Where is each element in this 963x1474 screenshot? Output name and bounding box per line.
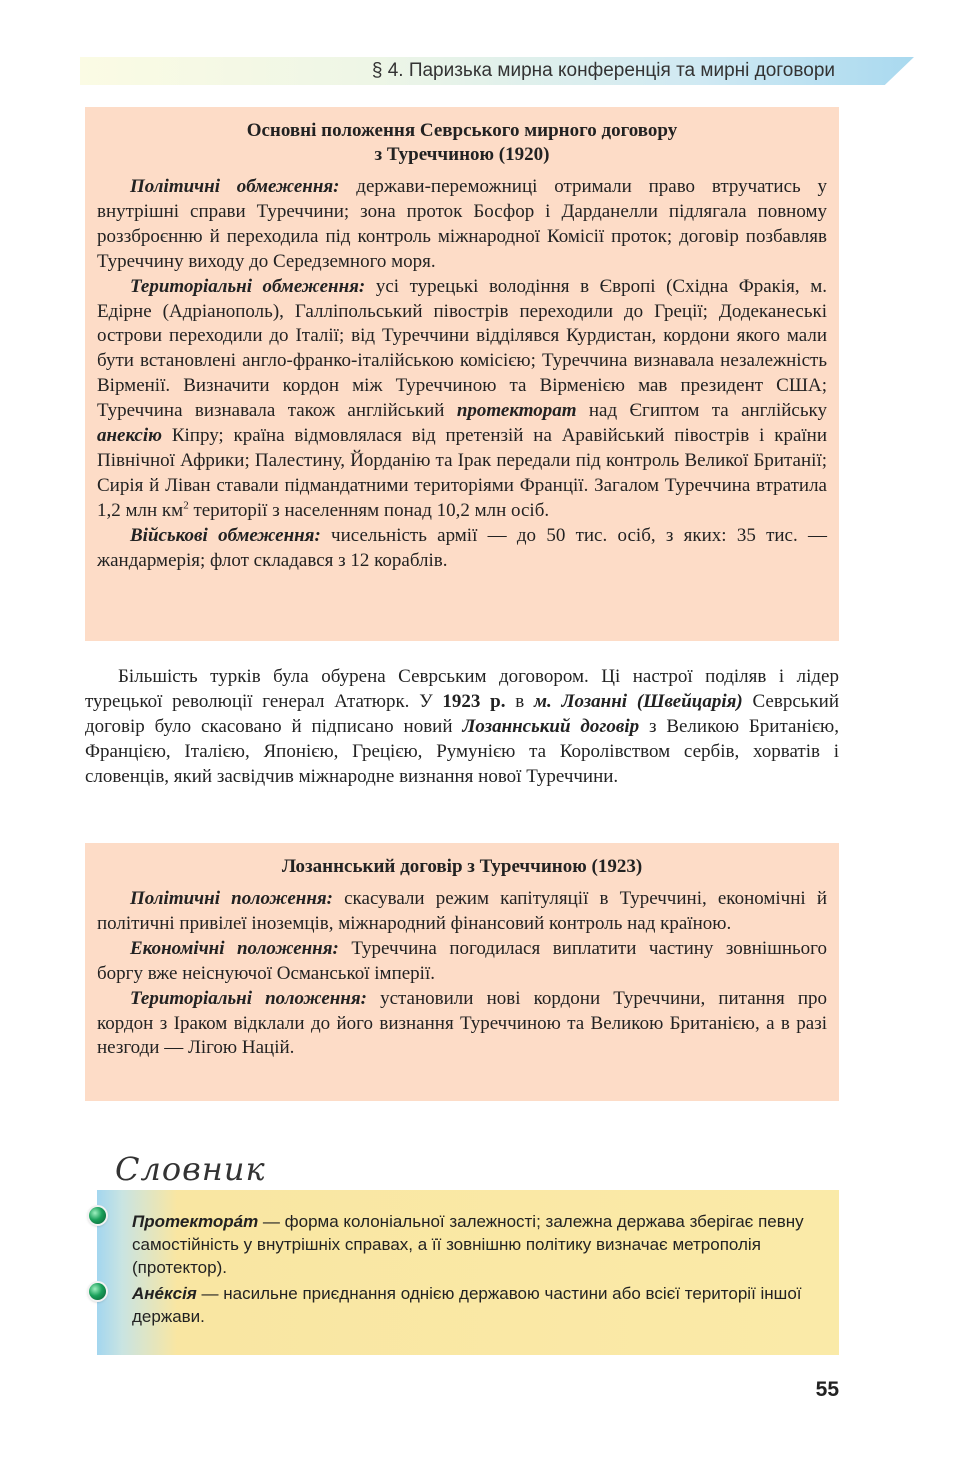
military-restrictions-text: чисельність армії — до 50 тис. осіб, з яких: 35 тис. — жандармерія; флот складався з 12 кораблів. bbox=[97, 524, 827, 571]
economic-provisions-text: Туреччина погодилася виплатити частину зовнішнього боргу вже неіснуючої Османської імперії. bbox=[97, 937, 827, 984]
political-provisions-text: скасували режим капітуляції в Туреччині, економічні й політичні привілеї іноземців, міжнародний фінансовий контроль над країною. bbox=[97, 888, 827, 934]
economic-provisions-label: Економічні положення: bbox=[130, 937, 339, 959]
glossary-definition: — насильне приєднання однією державою частини або всієї території іншої держави. bbox=[132, 1284, 802, 1326]
political-restrictions-label: Політичні обмеження: bbox=[130, 176, 340, 197]
territorial-provisions-para bbox=[97, 987, 827, 1062]
territorial-provisions-label: Територіальні положення: bbox=[130, 987, 367, 1009]
territorial-text-b: над Єгиптом та англійську bbox=[576, 400, 827, 422]
glossary-item-annexation bbox=[132, 1282, 822, 1328]
main-text-4: з Великою Британією, Францією, Італією, Японією, Грецією, Румунією та Королівством сербів, хорватів і словенців, який засвідчив міжнародне визнання нової Туреччини. bbox=[85, 715, 839, 787]
glossary-definition: — форма колоніальної залежності; залежна держава зберігає певну самостійність у внутрішніх справах, а її зовнішню політику визначає метрополія (протектор). bbox=[132, 1212, 804, 1277]
glossary-item-protectorate bbox=[132, 1210, 822, 1279]
term-protectorate: протекторат bbox=[456, 400, 577, 422]
glossary-box bbox=[97, 1190, 839, 1355]
glossary-heading: Словник bbox=[115, 1150, 266, 1188]
military-restrictions-label: Військові обмеження: bbox=[130, 524, 321, 546]
bullet-icon bbox=[89, 1283, 106, 1300]
political-provisions-para bbox=[97, 887, 827, 937]
section-title: § 4. Паризька мирна конференція та мирні договори bbox=[371, 60, 835, 81]
lausanne-treaty-box bbox=[85, 843, 839, 1101]
military-restrictions-para bbox=[97, 524, 827, 574]
sevres-title-line2: з Туреччиною (1920) bbox=[374, 144, 550, 165]
main-text-2: в bbox=[505, 690, 534, 712]
km2-superscript: 2 bbox=[183, 499, 189, 512]
glossary-term: Анéксія bbox=[132, 1284, 197, 1303]
territorial-restrictions-para bbox=[97, 275, 827, 524]
territorial-text-a: усі турецькі володіння в Європі (Східна Фракія, м. Едірне (Адріанополь), Галліпольський півострів переходили до Греції; Додеканеські острови переходили до Італії; від Туреччини відділявся Курдистан, кордони якого мали бути встановлені англо-франко-італійською комісією; Туреччина визнавала незалежність Вірменії. Визначити кордон між Туреччиною та Вірменією мав президент США; Туреччина визнавала також англійський bbox=[97, 275, 827, 422]
glossary-term: Протекторáт bbox=[132, 1212, 259, 1231]
main-place: м. Лозанні (Швейцарія) bbox=[533, 690, 743, 712]
political-restrictions-text: держави-переможниці отримали право втручатись у внутрішні справи Туреччини; зона проток Босфор і Дарданелли підлягала повному роззброєнню й переходила під контроль міжнародної Комісії проток; договір позбавляв Туреччину виходу до Середземного моря. bbox=[97, 176, 827, 272]
sevres-treaty-box bbox=[85, 107, 839, 641]
page-number: 55 bbox=[815, 1378, 839, 1401]
main-text-1: Більшість турків була обурена Севрським договором. Ці настрої поділяв і лідер турецької революції генерал Ататюрк. У bbox=[85, 666, 839, 712]
term-annexation: анексію bbox=[97, 425, 162, 447]
bullet-icon bbox=[89, 1207, 106, 1224]
main-paragraph bbox=[85, 665, 839, 790]
sevres-box-title bbox=[97, 119, 827, 167]
political-restrictions-para bbox=[97, 175, 827, 275]
political-provisions-label: Політичні положення: bbox=[130, 888, 333, 909]
main-year: 1923 р. bbox=[442, 690, 506, 712]
lausanne-box-title: Лозаннський договір з Туреччиною (1923) bbox=[281, 856, 643, 877]
economic-provisions-para bbox=[97, 937, 827, 987]
territorial-provisions-text: установили нові кордони Туреччини, питання про кордон з Іраком відклали до його визнання Туреччиною та Великою Британією, а в разі незгоди — Лігою Націй. bbox=[97, 987, 828, 1059]
territorial-text-d: території з населенням понад 10,2 млн осіб. bbox=[188, 499, 550, 521]
main-text-3: Севрський договір було скасовано й підписано новий bbox=[85, 690, 839, 737]
sevres-title-line1: Основні положення Севрського мирного договору bbox=[246, 120, 678, 141]
territorial-text-c: Кіпру; країна відмовлялася від претензій на Аравійський півострів і країни Північної Африки; Палестину, Йорданію та Ірак передали під контроль Великої Британії; Сирія й Ліван ставали підмандатними територіями Франції. Загалом Туреччина втратила 1,2 млн км bbox=[97, 425, 827, 521]
territorial-restrictions-label: Територіальні обмеження: bbox=[130, 275, 366, 297]
main-treaty: Лозаннський договір bbox=[462, 715, 640, 737]
